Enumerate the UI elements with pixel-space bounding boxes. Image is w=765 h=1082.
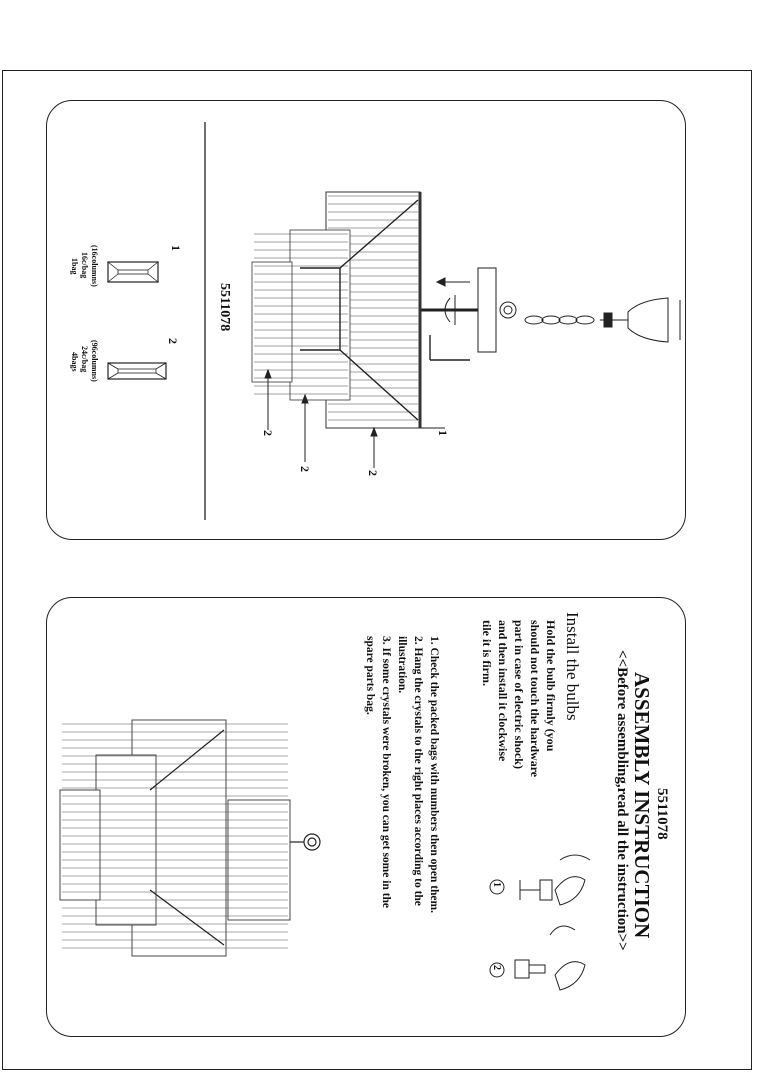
bulbs-line-2: should not touch the hardware — [528, 620, 542, 778]
step-line-2: 2. Hang the crystals to the right places according to the — [412, 636, 424, 906]
callout-2-c: 2 — [261, 430, 275, 436]
part-2-number: 2 — [166, 338, 180, 344]
step-line-1: 1. Check the packed bags with numbers then open them. — [428, 636, 440, 913]
part-1-detail-3: 1bag — [70, 258, 79, 275]
bulbs-heading: Install the bulbs — [563, 612, 582, 721]
bottom-model-number: 5511078 — [654, 788, 670, 840]
part-2-detail-1: (96columns) — [90, 340, 99, 382]
callout-2-a: 2 — [366, 470, 380, 476]
part-2-detail-3: 4bags — [70, 352, 79, 372]
instruction-title: ASSEMBLY INSTRUCTION — [630, 672, 654, 939]
bulbs-line-4: and then install it clockwise — [496, 620, 510, 762]
bulbs-line-5: tile it is firm. — [480, 620, 494, 686]
part-2-detail-2: 24c/bag — [80, 346, 89, 373]
part-1-detail-1: (16columns) — [90, 245, 99, 287]
callout-2-b: 2 — [298, 466, 312, 472]
bulb-step-2-label: 2 — [491, 965, 502, 970]
step-line-3: illustration. — [396, 636, 408, 694]
step-line-4: 3. If some crystals were broken, you can get some in the — [380, 636, 392, 909]
part-1-number: 1 — [169, 245, 183, 251]
step-line-5: spare parts bag. — [364, 636, 376, 715]
bulbs-line-3: part in case of electric shock) — [512, 620, 526, 769]
top-model-number: 5511078 — [217, 283, 232, 332]
callout-1: 1 — [436, 430, 450, 436]
part-1-detail-2: 16c/bag — [80, 252, 89, 279]
bulb-step-1-label: 1 — [491, 882, 502, 887]
bulbs-line-1: Hold the bulb firmly (you — [544, 620, 558, 752]
instruction-subtitle: <<Before assembling,read all the instruction>> — [614, 650, 630, 951]
